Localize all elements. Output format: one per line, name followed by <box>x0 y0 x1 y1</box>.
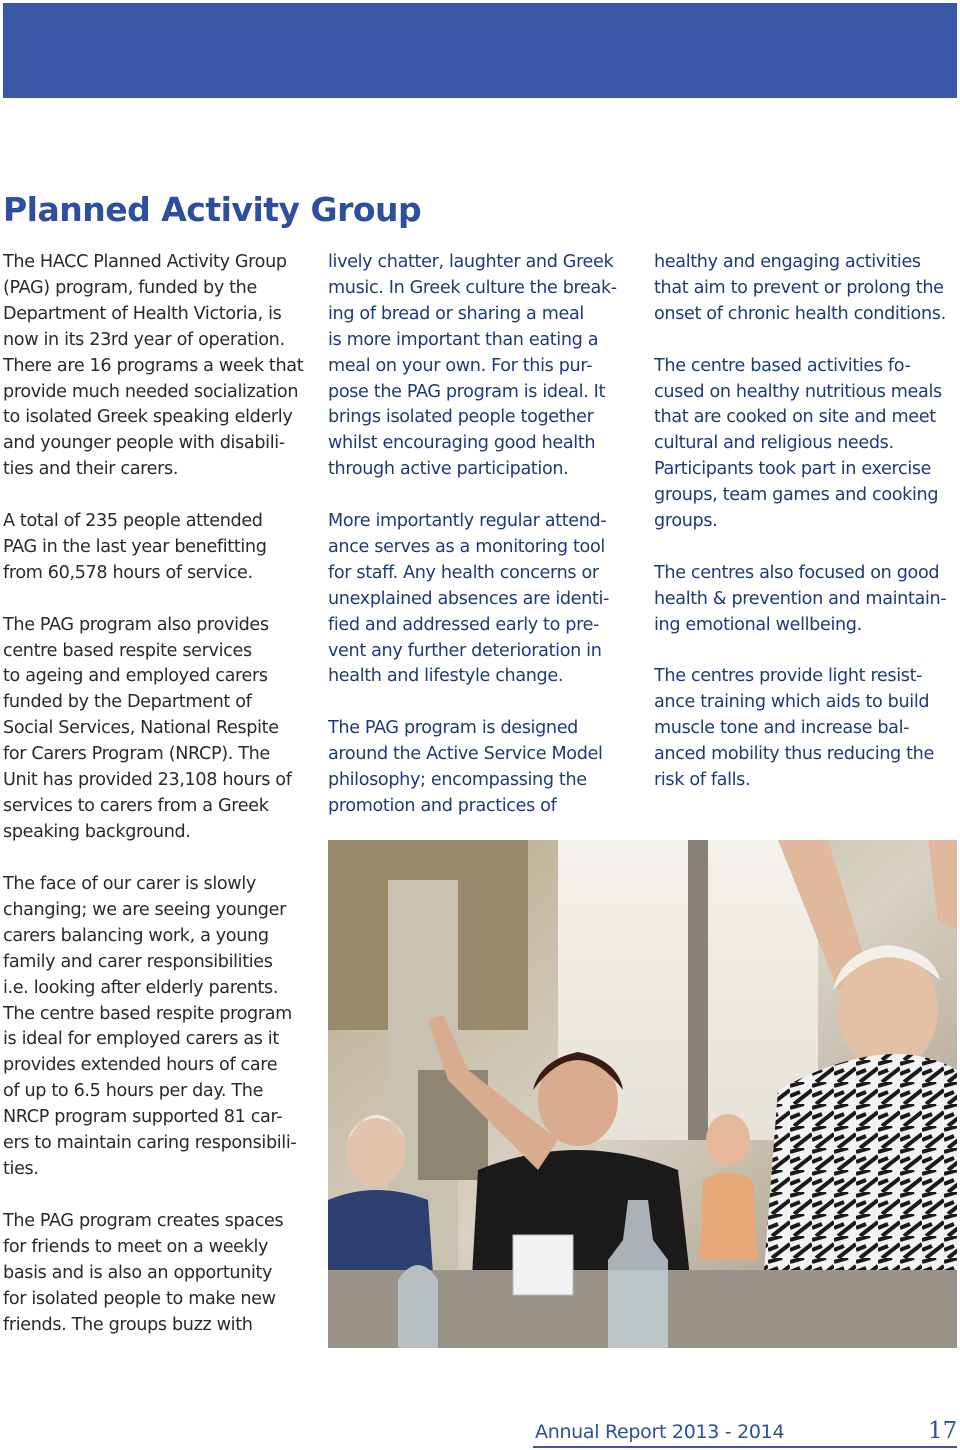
paragraph: The PAG program also provides centre based respite services to ageing and employed carers funded by the Department of Social Services, National Respite for Carers Program (NRCP). The Unit has provided 23,108 hours of services to carers from a Greek speaking background. <box>3 614 292 842</box>
paragraph: lively chatter, laughter and Greek music. In Greek culture the break- ing of bread or sharing a meal is more important than eating a meal on your own. For this pur- pose the PAG program is ideal. It brings isolated people together whilst encouraging good health through active participation. <box>328 252 617 480</box>
paragraph: The centres also focused on good health & prevention and maintain- ing emotional wellbeing. <box>654 562 947 635</box>
header-band <box>3 3 957 98</box>
paragraph: healthy and engaging activities that aim to prevent or prolong the onset of chronic health conditions. <box>654 252 946 324</box>
column-middle <box>328 250 648 820</box>
page-number: 17 <box>928 1418 958 1444</box>
column-right <box>654 250 960 794</box>
paragraph: The HACC Planned Activity Group (PAG) program, funded by the Department of Health Victoria, is now in its 23rd year of operation. There are 16 programs a week that provide much needed socialization to isolated Greek speaking elderly and younger people with disabili- ties and their carers. <box>3 252 304 480</box>
paragraph: More importantly regular attend- ance serves as a monitoring tool for staff. Any health concerns or unexplained absences are identi- fied and addressed early to pre- vent any further deterioration in health and lifestyle change. <box>328 511 610 687</box>
exercise-class-photo <box>328 840 957 1348</box>
footer-label: Annual Report 2013 - 2014 <box>535 1421 785 1443</box>
footer-rule <box>533 1446 957 1448</box>
paragraph: The PAG program is designed around the Active Service Model philosophy; encompassing the promotion and practices of <box>328 718 603 816</box>
page-title: Planned Activity Group <box>3 190 422 229</box>
photo-illustration <box>328 840 957 1348</box>
paragraph: The PAG program creates spaces for friends to meet on a weekly basis and is also an opportunity for isolated people to make new friends. The groups buzz with <box>3 1211 284 1335</box>
paragraph: The centres provide light resist- ance training which aids to build muscle tone and increase bal- anced mobility thus reducing the risk of falls. <box>654 666 934 791</box>
paragraph: A total of 235 people attended PAG in the last year benefitting from 60,578 hours of service. <box>3 511 267 583</box>
paragraph: The face of our carer is slowly changing; we are seeing younger carers balancing work, a young family and carer responsibilities i.e. looking after elderly parents. The centre based respite program is ideal for employed carers as it provides extended hours of care of up to 6.5 hours per day. The NRCP program supported 81 car- ers to maintain caring responsibili- ties. <box>3 874 297 1179</box>
column-left <box>3 250 323 1335</box>
paragraph: The centre based activities fo- cused on healthy nutritious meals that are cooked on site and meet cultural and religious needs. Participants took part in exercise groups, team games and cooking groups. <box>654 355 942 532</box>
